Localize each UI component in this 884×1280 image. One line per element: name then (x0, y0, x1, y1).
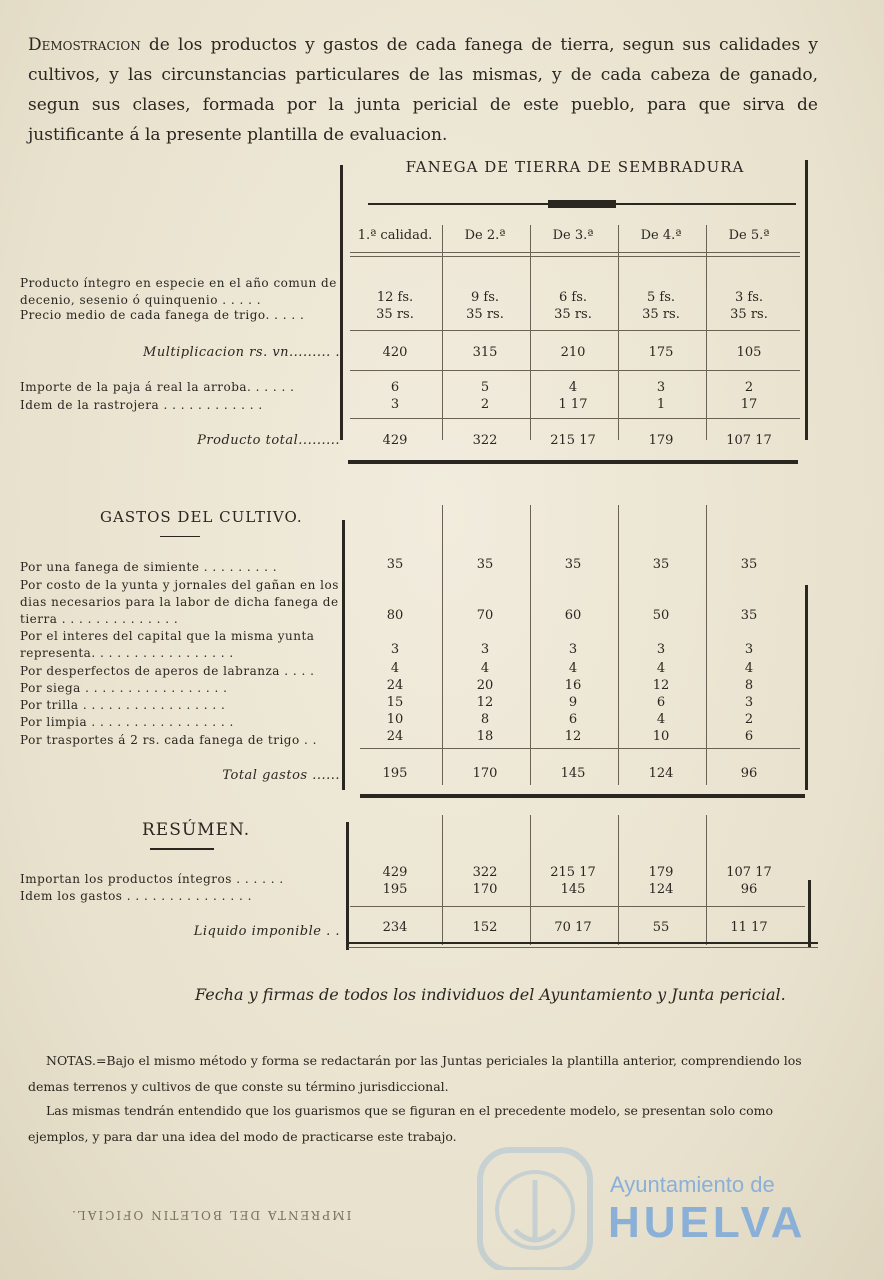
table-cell: 6 (656, 695, 666, 710)
resumen-left-border (346, 822, 349, 950)
title-flourish (160, 536, 200, 537)
table-cell: 145 (560, 882, 586, 897)
table-cell: 9 fs. (470, 290, 500, 305)
section-divider (348, 947, 818, 948)
table-cell: 315 (472, 345, 498, 360)
col-header-4: De 4.ª (640, 228, 682, 243)
table-cell: 124 (648, 882, 674, 897)
table-cell: 16 (564, 678, 582, 693)
table-cell: 4 (656, 712, 666, 727)
table-cell: 3 (390, 397, 400, 412)
table-cell: 234 (382, 920, 408, 935)
gasto-label: Por trilla . . . . . . . . . . . . . . . . . (20, 698, 226, 712)
table-cell: 322 (472, 433, 498, 448)
table-right-border (805, 160, 808, 440)
row-label-precio-medio: Precio medio de cada fanega de trigo. . . . . (20, 308, 305, 322)
table-cell: 6 fs. (558, 290, 588, 305)
table-cell: 3 (744, 695, 754, 710)
table-cell: 80 (386, 608, 404, 623)
table-cell: 3 (568, 642, 578, 657)
table-cell: 6 (744, 729, 754, 744)
table-cell: 124 (648, 766, 674, 781)
table-cell: 3 (656, 380, 666, 395)
table-cell: 9 (568, 695, 578, 710)
resumen-gastos-label: Idem los gastos . . . . . . . . . . . . . . . (20, 889, 252, 903)
intro-paragraph (28, 30, 818, 150)
section-divider (360, 794, 805, 798)
row-divider (350, 418, 800, 419)
notas-paragraph-1: NOTAS.=Bajo el mismo método y forma se redactarán por las Juntas periciales la plantilla anterior, comprendiendo los demas terrenos y cultivos de que conste su término jurisdiccional. (28, 1053, 802, 1094)
table-cell: 175 (648, 345, 674, 360)
table-cell: 179 (648, 865, 674, 880)
watermark-line2: HUELVA (608, 1198, 807, 1247)
table-cell: 3 (656, 642, 666, 657)
col-header-1: 1.ª calidad. (357, 228, 433, 243)
table-cell: 70 17 (554, 920, 592, 935)
fecha-firmas: Fecha y firmas de todos los individuos del Ayuntamiento y Junta pericial. (195, 985, 786, 1004)
resumen-right-border (808, 880, 811, 948)
table-cell: 70 (476, 608, 494, 623)
table-cell: 20 (476, 678, 494, 693)
gasto-label: Por trasportes á 2 rs. cada fanega de trigo . . (20, 733, 317, 747)
table-cell: 1 17 (558, 397, 588, 412)
table-cell: 2 (480, 397, 490, 412)
gasto-label: Por siega . . . . . . . . . . . . . . . . . (20, 681, 228, 695)
notas-paragraph-2: Las mismas tendrán entendido que los guarismos que se figuran en el precedente modelo, se presentan solo como ejemplos, y para dar una idea del modo de practicarse este trabajo. (28, 1103, 774, 1144)
row-divider (350, 330, 800, 331)
table-cell: 210 (560, 345, 586, 360)
gasto-label: Por desperfectos de aperos de labranza . . . . (20, 664, 315, 678)
table-cell: 35 rs. (730, 307, 768, 322)
table-cell: 24 (386, 678, 404, 693)
col-header-2: De 2.ª (464, 228, 506, 243)
table-cell: 35 rs. (554, 307, 592, 322)
table-cell: 6 (390, 380, 400, 395)
table-cell: 12 (564, 729, 582, 744)
table-cell: 195 (382, 766, 408, 781)
table-cell: 4 (568, 380, 578, 395)
row-label-producto-total: Producto total......... (197, 433, 340, 448)
gasto-label: Por limpia . . . . . . . . . . . . . . . . . (20, 715, 234, 729)
table-title: FANEGA DE TIERRA DE SEMBRADURA (405, 158, 745, 176)
table-cell: 170 (472, 882, 498, 897)
table-cell: 4 (390, 661, 400, 676)
resumen-productos-label: Importan los productos íntegros . . . . . . (20, 872, 284, 886)
table-cell: 107 17 (726, 433, 772, 448)
table-cell: 3 (390, 642, 400, 657)
table-cell: 3 (480, 642, 490, 657)
watermark-line1: Ayuntamiento de (610, 1172, 775, 1197)
row-label-multiplicacion: Multiplicacion rs. vn......... . (143, 345, 340, 360)
section-divider (348, 460, 798, 464)
intro-text: de los productos y gastos de cada fanega de tierra, segun sus calidades y cultivos, y las circunstancias particulares de las mismas, y de cada cabeza de ganado, segun sus clases, formada por la junta pericial de este pueblo, para que sirva de justificante á la presente plantilla de evaluacion. (28, 35, 818, 145)
table-cell: 8 (480, 712, 490, 727)
table-cell: 4 (656, 661, 666, 676)
row-divider (350, 906, 805, 907)
gastos-right-border (805, 585, 808, 790)
header-divider (350, 252, 800, 253)
table-cell: 55 (652, 920, 670, 935)
table-cell: 96 (740, 766, 758, 781)
table-cell: 2 (744, 712, 754, 727)
gasto-label: Por costo de la yunta y jornales del gañan en los dias necesarios para la labor de dicha fanega de tierra . . . . . . . . . . . . . . (20, 578, 339, 626)
table-cell: 215 17 (550, 865, 596, 880)
gasto-label: Por el interes del capital que la misma yunta representa. . . . . . . . . . . . . . . . . (20, 629, 315, 660)
table-cell: 5 fs. (646, 290, 676, 305)
table-left-border (340, 165, 343, 440)
row-label-producto-integro: Producto íntegro en especie en el año comun de decenio, sesenio ó quinquenio . . . . . (20, 276, 337, 307)
table-cell: 429 (382, 865, 408, 880)
table-cell: 322 (472, 865, 498, 880)
row-divider (360, 748, 800, 749)
table-cell: 35 (740, 557, 758, 572)
table-cell: 8 (744, 678, 754, 693)
col-header-5: De 5.ª (728, 228, 770, 243)
intro-lead: Demostracion (28, 35, 141, 55)
col-header-3: De 3.ª (552, 228, 594, 243)
table-cell: 1 (656, 397, 666, 412)
row-divider (350, 370, 800, 371)
table-cell: 24 (386, 729, 404, 744)
table-cell: 3 fs. (734, 290, 764, 305)
table-cell: 12 (476, 695, 494, 710)
table-cell: 17 (740, 397, 758, 412)
table-cell: 5 (480, 380, 490, 395)
ornament-rule (368, 200, 796, 208)
title-flourish (150, 848, 214, 850)
table-cell: 35 (476, 557, 494, 572)
table-cell: 11 17 (730, 920, 768, 935)
table-cell: 50 (652, 608, 670, 623)
table-cell: 107 17 (726, 865, 772, 880)
table-cell: 6 (568, 712, 578, 727)
table-cell: 195 (382, 882, 408, 897)
table-cell: 10 (652, 729, 670, 744)
table-cell: 35 (652, 557, 670, 572)
table-cell: 15 (386, 695, 404, 710)
table-cell: 3 (744, 642, 754, 657)
table-cell: 152 (472, 920, 498, 935)
table-cell: 35 rs. (466, 307, 504, 322)
table-cell: 60 (564, 608, 582, 623)
table-cell: 96 (740, 882, 758, 897)
bleed-through-imprenta: IMPRENTA DEL BOLETIN OFICIAL. (70, 1208, 352, 1222)
table-cell: 179 (648, 433, 674, 448)
table-cell: 215 17 (550, 433, 596, 448)
table-cell: 35 (740, 608, 758, 623)
table-cell: 12 fs. (376, 290, 414, 305)
gastos-title: GASTOS DEL CULTIVO. (100, 508, 303, 526)
table-cell: 170 (472, 766, 498, 781)
table-cell: 2 (744, 380, 754, 395)
row-label-rastrojera: Idem de la rastrojera . . . . . . . . . . . . (20, 398, 263, 412)
table-cell: 35 rs. (376, 307, 414, 322)
table-cell: 4 (480, 661, 490, 676)
row-label-paja: Importe de la paja á real la arroba. . . . . . (20, 380, 295, 394)
table-cell: 4 (744, 661, 754, 676)
section-divider (348, 942, 818, 944)
gastos-total-label: Total gastos ...... (222, 768, 340, 783)
table-cell: 4 (568, 661, 578, 676)
table-cell: 10 (386, 712, 404, 727)
table-cell: 35 (386, 557, 404, 572)
table-cell: 35 rs. (642, 307, 680, 322)
table-cell: 420 (382, 345, 408, 360)
liquido-label: Liquido imponible . . (193, 924, 340, 939)
table-cell: 18 (476, 729, 494, 744)
table-cell: 35 (564, 557, 582, 572)
table-cell: 12 (652, 678, 670, 693)
header-divider (350, 256, 800, 257)
table-cell: 105 (736, 345, 762, 360)
gasto-label: Por una fanega de simiente . . . . . . . . . (20, 560, 278, 574)
table-cell: 145 (560, 766, 586, 781)
gastos-left-border (342, 520, 345, 790)
table-cell: 429 (382, 433, 408, 448)
resumen-title: RESÚMEN. (142, 820, 251, 840)
